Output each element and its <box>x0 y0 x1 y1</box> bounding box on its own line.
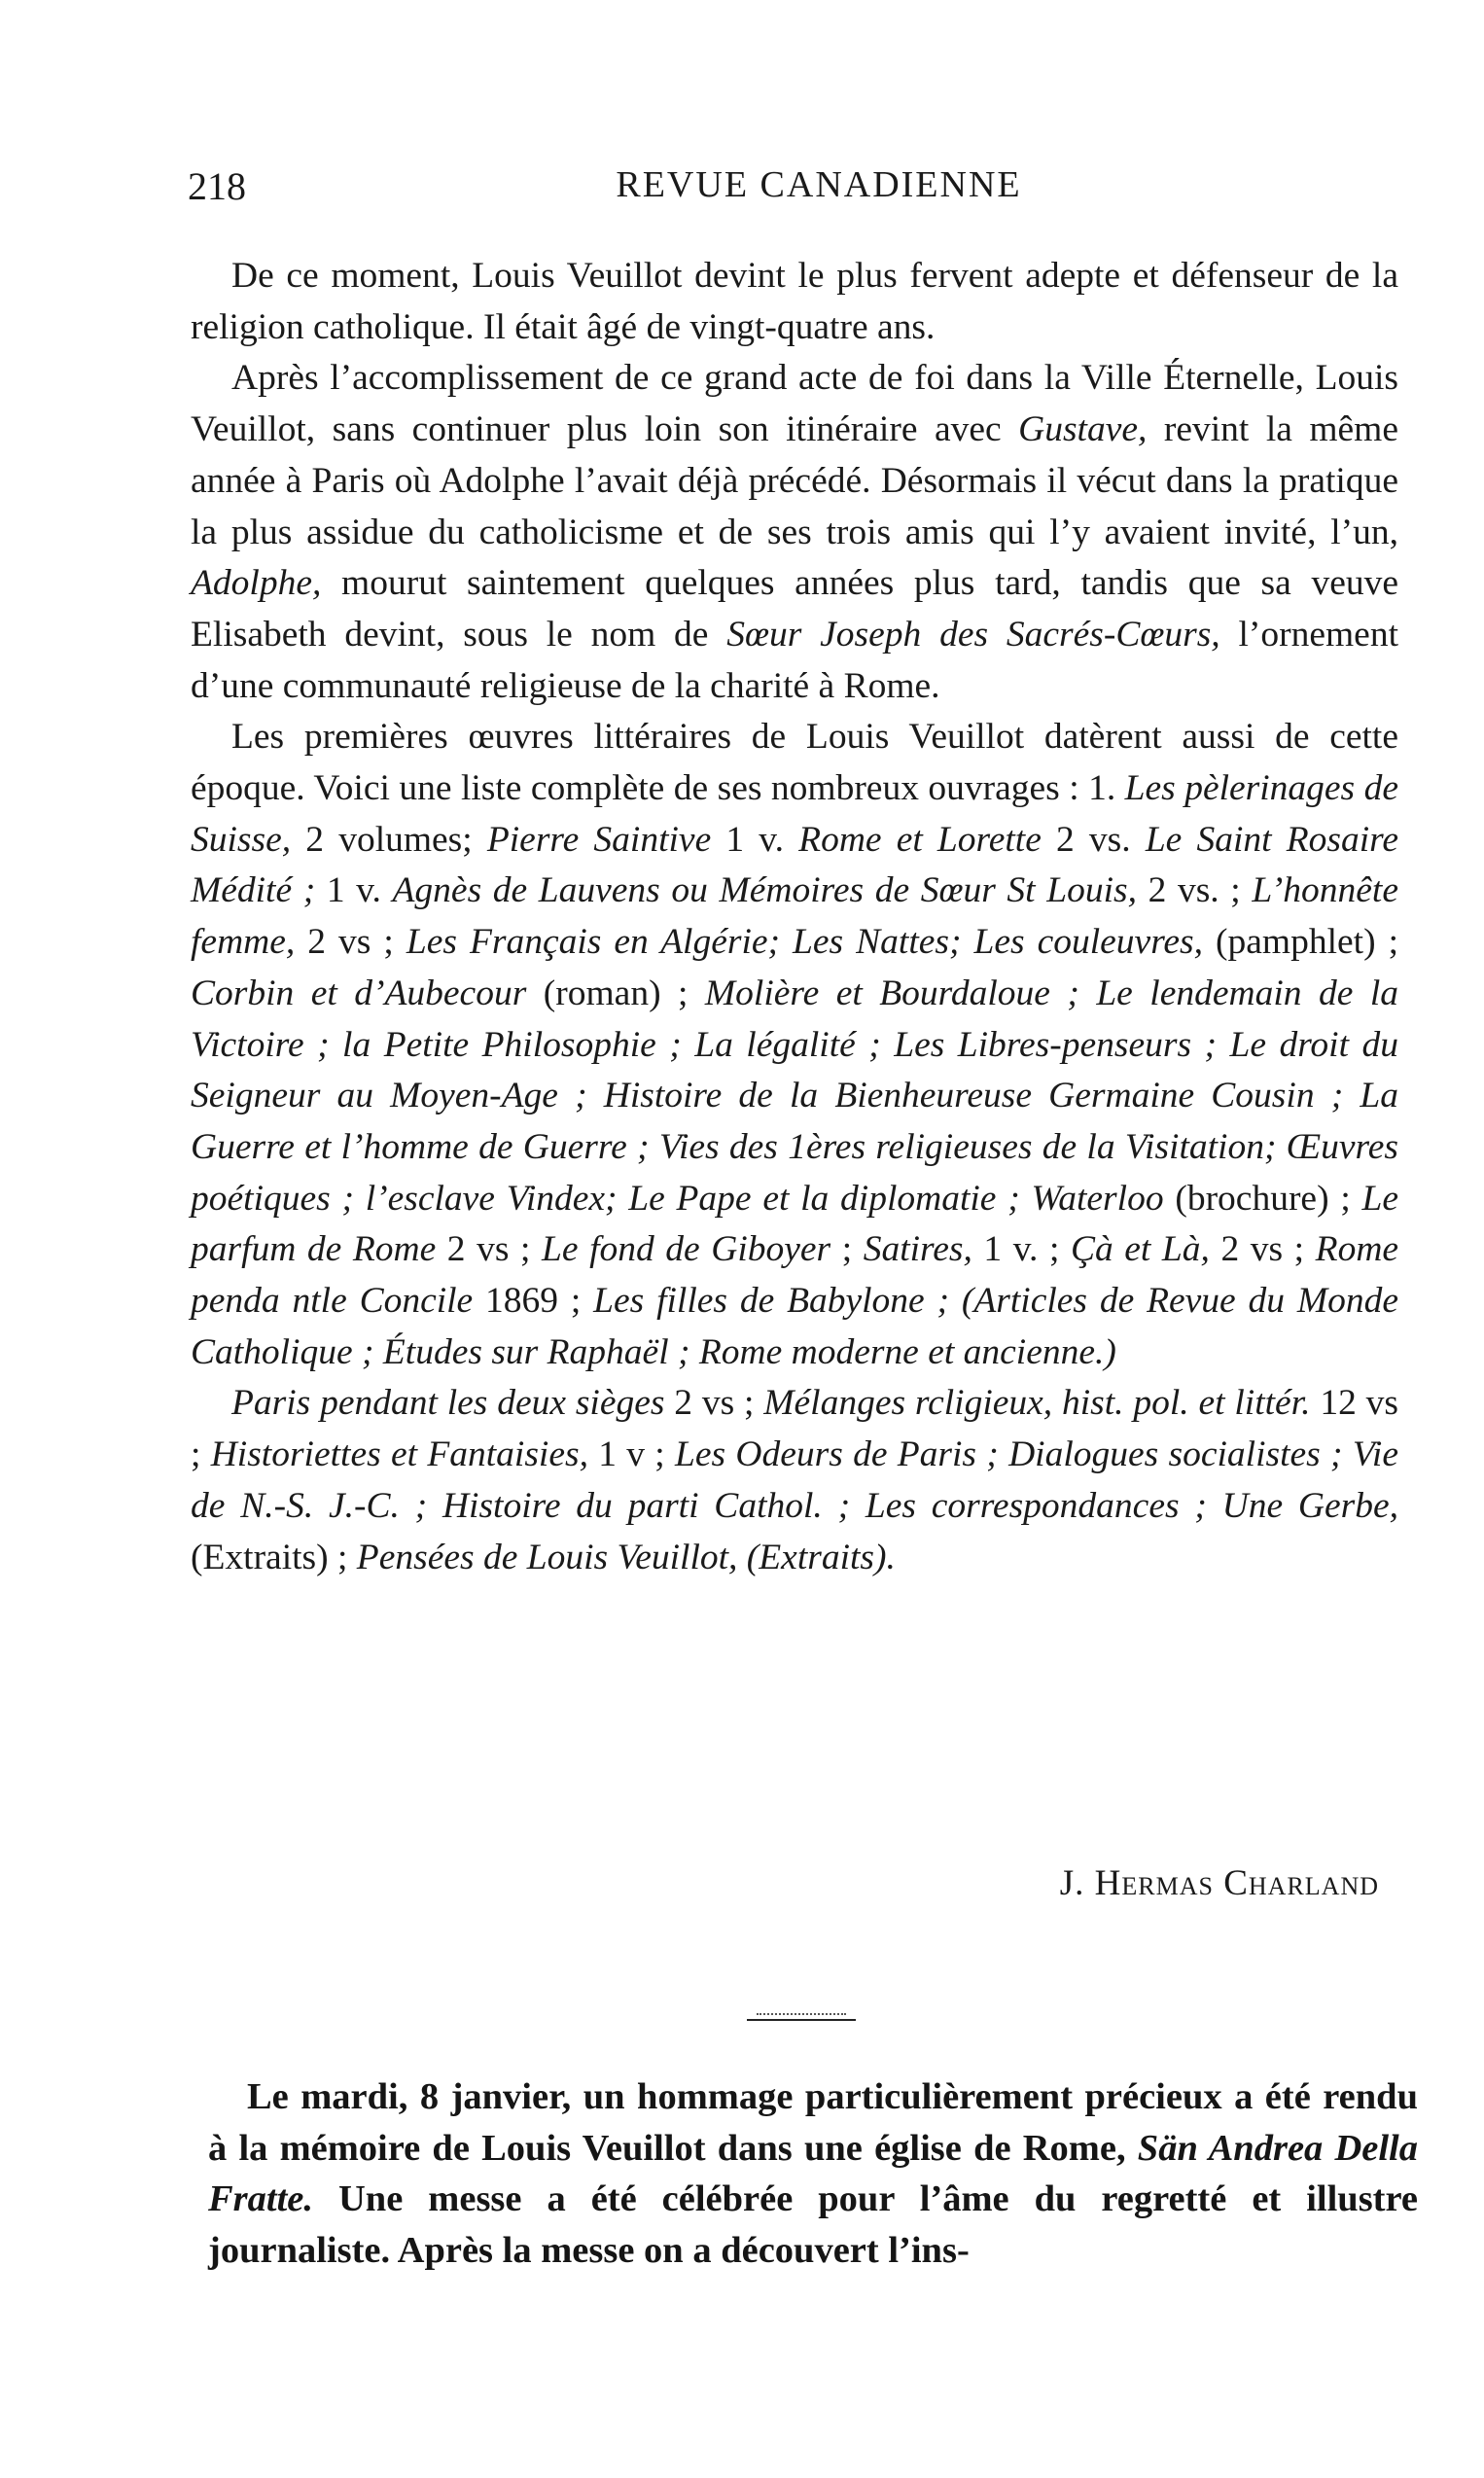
text-run: 2 vs ; <box>664 1383 764 1424</box>
author-signature: J. Hermas Charland <box>1059 1863 1379 1903</box>
article-body <box>191 251 1398 1583</box>
italic-title-text: L’honnête femme, <box>191 870 1398 963</box>
italic-title-text: Le fond de Giboyer <box>542 1229 831 1270</box>
italic-title-text: Agnès de Lauvens ou Mémoires de Sœur St Louis, <box>392 870 1137 911</box>
text-run: 1 v. ; <box>972 1229 1071 1270</box>
text-run: 1 v. <box>711 819 799 860</box>
text-run: 2 vs ; <box>295 922 406 963</box>
italic-title-text: Historiettes et Fantaisies, <box>210 1434 588 1475</box>
separator-line <box>747 2019 856 2021</box>
italic-title-text: Rome et Lorette <box>798 819 1042 860</box>
text-run: (roman) ; <box>526 973 705 1013</box>
italic-title-text: Le parfum de Rome <box>191 1178 1398 1270</box>
italic-title-text: Satires, <box>863 1229 972 1270</box>
italic-title-text: Les Français en Algérie; Les Nattes; Les couleuvres, <box>406 922 1204 963</box>
text-run: 12 vs ; <box>191 1383 1398 1475</box>
text-run: Une messe a été célébrée pour l’âme du regretté et illustre journaliste. Après la messe on a découvert l’ins- <box>208 2178 1418 2271</box>
italic-title-text: Les Odeurs de Paris ; Dialogues socialistes ; Vie de N.-S. J.-C. ; Histoire du parti Cathol. ; Les correspondances ; Une Gerbe, <box>191 1434 1398 1526</box>
text-run: ; <box>830 1229 864 1270</box>
text-run: l’ornement d’une communauté religieuse de la charité à Rome. <box>191 614 1398 706</box>
separator-dots <box>757 2013 846 2015</box>
italic-title-text: Paris pendant les deux sièges <box>231 1383 665 1424</box>
italic-title-text: Pensées de Louis Veuillot, (Extraits). <box>356 1537 896 1577</box>
page-number: 218 <box>188 164 246 208</box>
section-separator <box>747 2013 856 2021</box>
text-run: mourut saintement quelques années plus tard, tandis que sa veuve Elisabeth devint, sous le nom de <box>191 563 1398 655</box>
paragraph-1 <box>191 251 1398 353</box>
text-run: Le mardi, 8 janvier, un hommage particulièrement précieux a été rendu à la mémoire de Louis Veuillot dans une église de Rome, <box>208 2076 1418 2169</box>
text-run: 1 v ; <box>587 1434 676 1475</box>
italic-title-text: Molière et Bourdaloue ; Le lendemain de la Victoire ; la Petite Philosophie ; La légalité ; Les Libres-penseurs ; Le droit du Seigneur au Moyen-Age ; Histoire de la Bienheureuse Germaine Cousin ; La Guerre et l’homme de Guerre ; Vies des 1ères religieuses de la Visitation; Œuvres poétiques ; l’esclave Vindex; Le Pape et la diplomatie ; Waterloo <box>191 973 1399 1219</box>
italic-title-text: Rome penda ntle Concile <box>191 1229 1399 1322</box>
italic-title-text: Les pèlerinages de Suisse, <box>191 768 1398 860</box>
italic-title-text: Sœur Joseph des Sacrés-Cœurs, <box>726 614 1220 655</box>
italic-title-text: Sän Andrea Della Fratte. <box>208 2127 1418 2219</box>
text-run: Les premières œuvres littéraires de Louis Veuillot datèrent aussi de cette époque. Voici une liste complète de ses nombreux ouvrages : 1. <box>191 717 1398 809</box>
paragraph-4 <box>191 1378 1398 1583</box>
text-run: 1869 ; <box>473 1281 594 1322</box>
italic-title-text: Pierre Saintive <box>486 819 712 860</box>
text-run: (Extraits) ; <box>191 1537 357 1577</box>
italic-title-text: Mélanges rcligieux, hist. pol. et littér. <box>763 1383 1311 1424</box>
text-run: 2 vs ; <box>1209 1229 1316 1270</box>
text-run: (brochure) ; <box>1163 1178 1362 1219</box>
italic-title-text: Adolphe, <box>191 563 322 604</box>
text-run: 2 vs. <box>1041 819 1146 860</box>
paragraph-2 <box>191 353 1398 712</box>
italic-title-text: Les filles de Babylone ; (Articles de Revue du Monde Catholique ; Études sur Raphaël ; Rome moderne et ancienne.) <box>191 1281 1398 1372</box>
page-header <box>188 163 1401 222</box>
italic-title-text: Çà et Là, <box>1070 1229 1210 1270</box>
italic-title-text: Le Saint Rosaire Médité ; <box>191 819 1398 911</box>
paragraph-3 <box>191 712 1398 1378</box>
italic-title-text: Gustave, <box>1018 409 1148 450</box>
text-run: revint la même année à Paris où Adolphe l’avait déjà précédé. Désormais il vécut dans la pratique la plus assidue du catholicisme et de ses trois amis qui l’y avaient invité, l’un, <box>191 409 1398 552</box>
text-run: 2 vs ; <box>436 1229 543 1270</box>
news-item <box>208 2071 1418 2276</box>
text-run: 2 vs. ; <box>1136 870 1253 911</box>
text-run: 1 v. <box>315 870 393 911</box>
text-run: 2 volumes; <box>291 819 487 860</box>
text-run: Après l’accomplissement de ce grand acte de foi dans la Ville Éternelle, Louis Veuillot, sans continuer plus loin son itinéraire avec <box>191 358 1398 450</box>
text-run: De ce moment, Louis Veuillot devint le plus fervent adepte et défenseur de la religion catholique. Il était âgé de vingt-quatre ans. <box>191 256 1398 347</box>
text-run: (pamphlet) ; <box>1203 922 1398 963</box>
italic-title-text: Corbin et d’Aubecour <box>191 973 527 1013</box>
news-paragraph <box>208 2071 1418 2276</box>
running-title: REVUE CANADIENNE <box>616 164 1022 205</box>
